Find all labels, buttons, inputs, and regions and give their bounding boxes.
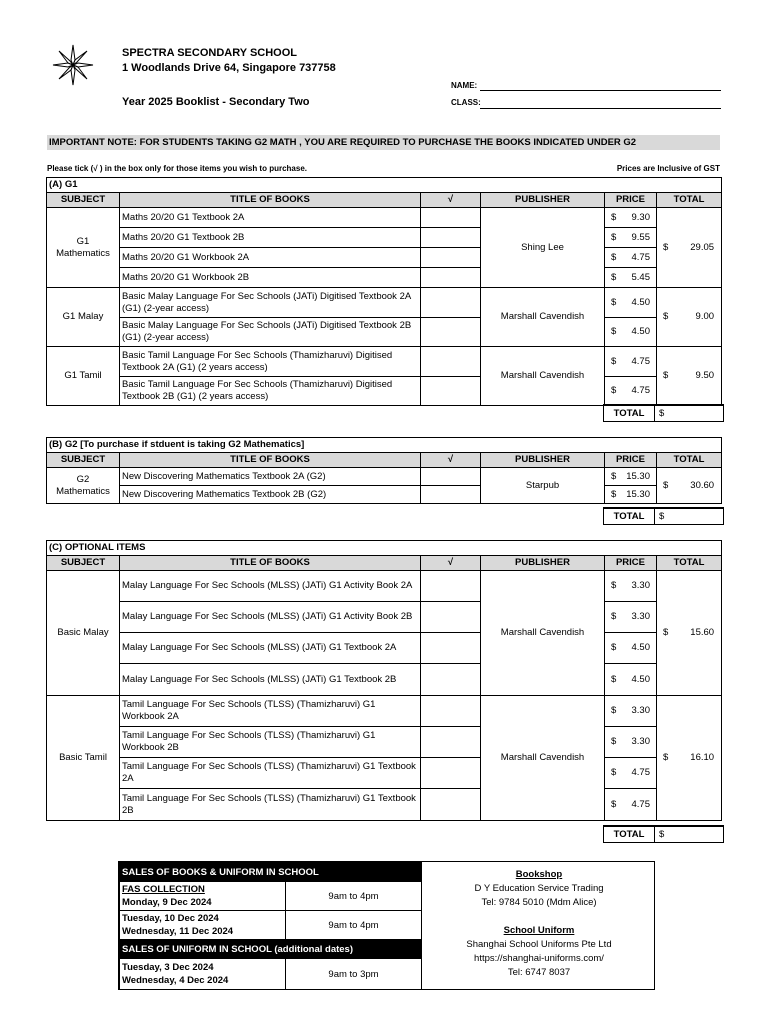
tick-box[interactable]	[421, 664, 481, 696]
contact-info	[421, 862, 656, 990]
subject-cell: Basic Tamil	[47, 696, 120, 821]
sales-heading: SALES OF BOOKS & UNIFORM IN SCHOOL	[120, 863, 422, 882]
currency-symbol: $	[611, 705, 617, 716]
sales-schedule	[119, 862, 422, 990]
table-row	[47, 602, 722, 633]
sales-date: Tuesday, 10 Dec 2024	[122, 913, 219, 924]
sales-date: Monday, 9 Dec 2024	[122, 897, 212, 908]
publisher-header: PUBLISHER	[481, 193, 605, 208]
tick-box[interactable]	[421, 268, 481, 288]
price-value: 4.75	[631, 798, 650, 810]
sales-dates	[120, 959, 286, 990]
currency-symbol: $	[611, 251, 617, 263]
currency-symbol: $	[611, 231, 617, 243]
price-cell	[605, 347, 657, 377]
uniform-vendor-name: Shanghai School Uniforms Pte Ltd	[466, 939, 612, 950]
price-cell	[605, 228, 657, 248]
book-title: Tamil Language For Sec Schools (TLSS) (Thamizharuvi) G1 Workbook 2B	[120, 727, 421, 758]
section-b-total-row	[603, 507, 724, 525]
currency-symbol: $	[611, 385, 617, 396]
table-row	[47, 228, 722, 248]
important-note: IMPORTANT NOTE: FOR STUDENTS TAKING G2 MATH , YOU ARE REQUIRED TO PURCHASE THE BOOKS INDICATED UNDER G2	[47, 135, 720, 150]
subject-cell: G1 Mathematics	[47, 208, 120, 288]
book-title: Malay Language For Sec Schools (MLSS) (JATi) G1 Textbook 2A	[120, 633, 421, 664]
tick-box[interactable]	[421, 789, 481, 821]
currency-symbol: $	[611, 211, 617, 223]
school-header	[122, 46, 336, 76]
sales-info-box	[118, 861, 655, 990]
title-header: TITLE OF BOOKS	[120, 193, 421, 208]
sales-time: 9am to 3pm	[286, 959, 422, 990]
group-total-value: 15.60	[690, 627, 715, 638]
tick-header: √	[421, 556, 481, 571]
group-total-cell	[657, 347, 722, 406]
tick-box[interactable]	[421, 486, 481, 504]
price-cell	[605, 377, 657, 406]
title-header: TITLE OF BOOKS	[120, 556, 421, 571]
currency-symbol: $	[611, 296, 617, 308]
bookshop-tel: Tel: 9784 5010 (Mdm Alice)	[481, 897, 597, 908]
table-row	[47, 758, 722, 789]
price-value: 15.30	[626, 470, 650, 482]
price-value: 4.50	[631, 326, 650, 337]
name-field[interactable]	[480, 90, 721, 91]
publisher-header: PUBLISHER	[481, 453, 605, 468]
table-row	[47, 696, 722, 727]
group-total-value: 9.50	[695, 370, 715, 381]
currency-symbol: $	[663, 627, 669, 638]
price-value: 4.50	[631, 642, 650, 653]
section-title: (C) OPTIONAL ITEMS	[47, 541, 722, 556]
price-header: PRICE	[605, 556, 657, 571]
table-row	[47, 727, 722, 758]
publisher-cell: Marshall Cavendish	[481, 347, 605, 406]
group-total-value: 30.60	[690, 479, 715, 491]
price-cell	[605, 468, 657, 486]
group-total-cell	[657, 288, 722, 347]
currency-symbol: $	[611, 355, 617, 367]
book-title: Malay Language For Sec Schools (MLSS) (JATi) G1 Activity Book 2A	[120, 571, 421, 602]
section-title: (B) G2 [To purchase if stduent is taking G2 Mathematics]	[47, 438, 722, 453]
publisher-header: PUBLISHER	[481, 556, 605, 571]
tick-box[interactable]	[421, 248, 481, 268]
currency-symbol: $	[611, 470, 617, 482]
gst-note: Prices are Inclusive of GST	[616, 164, 720, 173]
sales-slot	[120, 911, 422, 940]
tick-box[interactable]	[421, 571, 481, 602]
uniform-url[interactable]: https://shanghai-uniforms.com/	[474, 953, 604, 964]
price-cell	[605, 486, 657, 504]
currency-symbol: $	[611, 271, 617, 283]
price-value: 4.75	[631, 355, 650, 367]
price-cell	[605, 602, 657, 633]
tick-box[interactable]	[421, 228, 481, 248]
group-total-value: 16.10	[690, 752, 715, 763]
price-value: 3.30	[631, 736, 650, 747]
table-header	[47, 193, 722, 208]
sales-date: Wednesday, 11 Dec 2024	[122, 926, 234, 937]
group-total-cell	[657, 208, 722, 288]
subject-cell: Basic Malay	[47, 571, 120, 696]
sales-time: 9am to 4pm	[286, 911, 422, 940]
uniform-tel: Tel: 6747 8037	[507, 967, 571, 978]
section-b-table	[46, 437, 722, 504]
book-title: Malay Language For Sec Schools (MLSS) (JATi) G1 Activity Book 2B	[120, 602, 421, 633]
price-value: 9.30	[631, 211, 650, 223]
book-title: Basic Tamil Language For Sec Schools (Thamizharuvi) Digitised Textbook 2A (G1) (2 years access)	[120, 347, 421, 377]
booklist-title: Year 2025 Booklist - Secondary Two	[122, 96, 310, 108]
uniform-sales-heading: SALES OF UNIFORM IN SCHOOL (additional dates)	[120, 940, 422, 959]
subject-cell: G1 Malay	[47, 288, 120, 347]
price-cell	[605, 789, 657, 821]
table-row	[47, 248, 722, 268]
section-c-table	[46, 540, 722, 821]
sales-date: Wednesday, 4 Dec 2024	[122, 975, 229, 986]
book-title: Malay Language For Sec Schools (MLSS) (JATi) G1 Textbook 2B	[120, 664, 421, 696]
currency-symbol: $	[611, 326, 617, 337]
price-header: PRICE	[605, 453, 657, 468]
price-value: 5.45	[631, 271, 650, 283]
group-total-value: 9.00	[695, 311, 715, 322]
currency-symbol: $	[611, 736, 617, 747]
tick-box[interactable]	[421, 468, 481, 486]
price-value: 9.55	[631, 231, 650, 243]
school-name: SPECTRA SECONDARY SCHOOL	[122, 47, 298, 59]
total-input[interactable]: $	[659, 408, 665, 419]
price-cell	[605, 268, 657, 288]
currency-symbol: $	[663, 311, 669, 322]
price-cell	[605, 288, 657, 318]
sales-slot	[120, 882, 422, 911]
price-cell	[605, 727, 657, 758]
total-input[interactable]: $	[659, 511, 665, 522]
group-total-cell	[657, 468, 722, 504]
price-value: 15.30	[626, 488, 650, 500]
book-title: Maths 20/20 G1 Workbook 2A	[120, 248, 421, 268]
tick-header: √	[421, 453, 481, 468]
group-total-cell	[657, 571, 722, 696]
price-value: 3.30	[631, 580, 650, 591]
sales-time: 9am to 4pm	[286, 882, 422, 911]
currency-symbol: $	[611, 673, 617, 685]
sales-dates	[120, 882, 286, 911]
book-title: Tamil Language For Sec Schools (TLSS) (Thamizharuvi) G1 Textbook 2A	[120, 758, 421, 789]
tick-box[interactable]	[421, 288, 481, 318]
book-title: Tamil Language For Sec Schools (TLSS) (Thamizharuvi) G1 Workbook 2A	[120, 696, 421, 727]
book-title: Maths 20/20 G1 Textbook 2B	[120, 228, 421, 248]
book-title: Maths 20/20 G1 Workbook 2B	[120, 268, 421, 288]
subject-header: SUBJECT	[47, 453, 120, 468]
currency-symbol: $	[611, 767, 617, 778]
table-row	[47, 347, 722, 377]
total-label: TOTAL	[604, 509, 655, 524]
tick-instruction: Please tick (√ ) in the box only for those items you wish to purchase.	[47, 164, 307, 173]
price-cell	[605, 664, 657, 696]
currency-symbol: $	[663, 479, 669, 491]
currency-symbol: $	[663, 241, 669, 253]
publisher-cell: Marshall Cavendish	[481, 571, 605, 696]
bookshop-heading: Bookshop	[515, 869, 563, 880]
price-header: PRICE	[605, 193, 657, 208]
name-label: NAME:	[451, 81, 478, 90]
price-value: 4.50	[631, 673, 650, 685]
group-total-value: 29.05	[690, 241, 715, 253]
price-value: 4.75	[631, 385, 650, 396]
book-title: Maths 20/20 G1 Textbook 2A	[120, 208, 421, 228]
tick-box[interactable]	[421, 347, 481, 377]
price-value: 3.30	[631, 705, 650, 716]
section-c-total-row	[603, 825, 724, 843]
table-row	[47, 789, 722, 821]
tick-header: √	[421, 193, 481, 208]
price-cell	[605, 208, 657, 228]
class-label: CLASS:	[451, 98, 481, 107]
total-header: TOTAL	[657, 556, 722, 571]
currency-symbol: $	[663, 752, 669, 763]
total-header: TOTAL	[657, 193, 722, 208]
currency-symbol: $	[611, 611, 617, 622]
school-logo	[50, 42, 96, 88]
price-value: 4.75	[631, 767, 650, 778]
section-a-total-row	[603, 404, 724, 422]
subject-header: SUBJECT	[47, 193, 120, 208]
currency-symbol: $	[611, 488, 617, 500]
currency-symbol: $	[611, 642, 617, 653]
table-row	[47, 664, 722, 696]
table-header	[47, 556, 722, 571]
publisher-cell: Shing Lee	[481, 208, 605, 288]
table-row	[47, 468, 722, 486]
table-row	[47, 377, 722, 406]
subject-cell: G1 Tamil	[47, 347, 120, 406]
table-row	[47, 318, 722, 347]
table-row	[47, 208, 722, 228]
currency-symbol: $	[611, 580, 617, 591]
group-total-cell	[657, 696, 722, 821]
sales-date: Tuesday, 3 Dec 2024	[122, 962, 214, 973]
bookshop-name: D Y Education Service Trading	[474, 883, 604, 894]
subject-header: SUBJECT	[47, 556, 120, 571]
table-row	[47, 633, 722, 664]
tick-box[interactable]	[421, 602, 481, 633]
tick-box[interactable]	[421, 377, 481, 406]
book-title: New Discovering Mathematics Textbook 2A (G2)	[120, 468, 421, 486]
price-value: 4.75	[631, 251, 650, 263]
price-cell	[605, 318, 657, 347]
price-cell	[605, 571, 657, 602]
school-address: 1 Woodlands Drive 64, Singapore 737758	[122, 62, 336, 74]
book-title: Tamil Language For Sec Schools (TLSS) (Thamizharuvi) G1 Textbook 2B	[120, 789, 421, 821]
book-title: New Discovering Mathematics Textbook 2B (G2)	[120, 486, 421, 504]
publisher-cell: Marshall Cavendish	[481, 696, 605, 821]
price-cell	[605, 696, 657, 727]
tick-box[interactable]	[421, 318, 481, 347]
total-header: TOTAL	[657, 453, 722, 468]
tick-box[interactable]	[421, 633, 481, 664]
table-row	[47, 486, 722, 504]
currency-symbol: $	[663, 370, 669, 381]
book-title: Basic Tamil Language For Sec Schools (Thamizharuvi) Digitised Textbook 2B (G1) (2 years access)	[120, 377, 421, 406]
publisher-cell: Starpub	[481, 468, 605, 504]
subject-cell: G2 Mathematics	[47, 468, 120, 504]
sales-dates	[120, 911, 286, 940]
price-cell	[605, 633, 657, 664]
total-label: TOTAL	[604, 406, 655, 421]
table-row	[47, 571, 722, 602]
title-header: TITLE OF BOOKS	[120, 453, 421, 468]
fas-collection-label: FAS COLLECTION	[122, 884, 205, 895]
total-input[interactable]: $	[659, 829, 665, 840]
total-label: TOTAL	[604, 827, 655, 842]
publisher-cell: Marshall Cavendish	[481, 288, 605, 347]
class-field[interactable]	[480, 108, 721, 109]
table-header	[47, 453, 722, 468]
book-title: Basic Malay Language For Sec Schools (JATi) Digitised Textbook 2B (G1) (2-year access)	[120, 318, 421, 347]
section-title: (A) G1	[47, 178, 722, 193]
sales-slot	[120, 959, 422, 990]
section-a-table	[46, 177, 722, 406]
price-value: 4.50	[631, 296, 650, 308]
book-title: Basic Malay Language For Sec Schools (JATi) Digitised Textbook 2A (G1) (2-year access)	[120, 288, 421, 318]
tick-box[interactable]	[421, 727, 481, 758]
uniform-heading: School Uniform	[503, 925, 575, 936]
price-value: 3.30	[631, 611, 650, 622]
table-row	[47, 268, 722, 288]
tick-box[interactable]	[421, 758, 481, 789]
price-cell	[605, 758, 657, 789]
tick-box[interactable]	[421, 208, 481, 228]
currency-symbol: $	[611, 798, 617, 810]
table-row	[47, 288, 722, 318]
tick-box[interactable]	[421, 696, 481, 727]
price-cell	[605, 248, 657, 268]
